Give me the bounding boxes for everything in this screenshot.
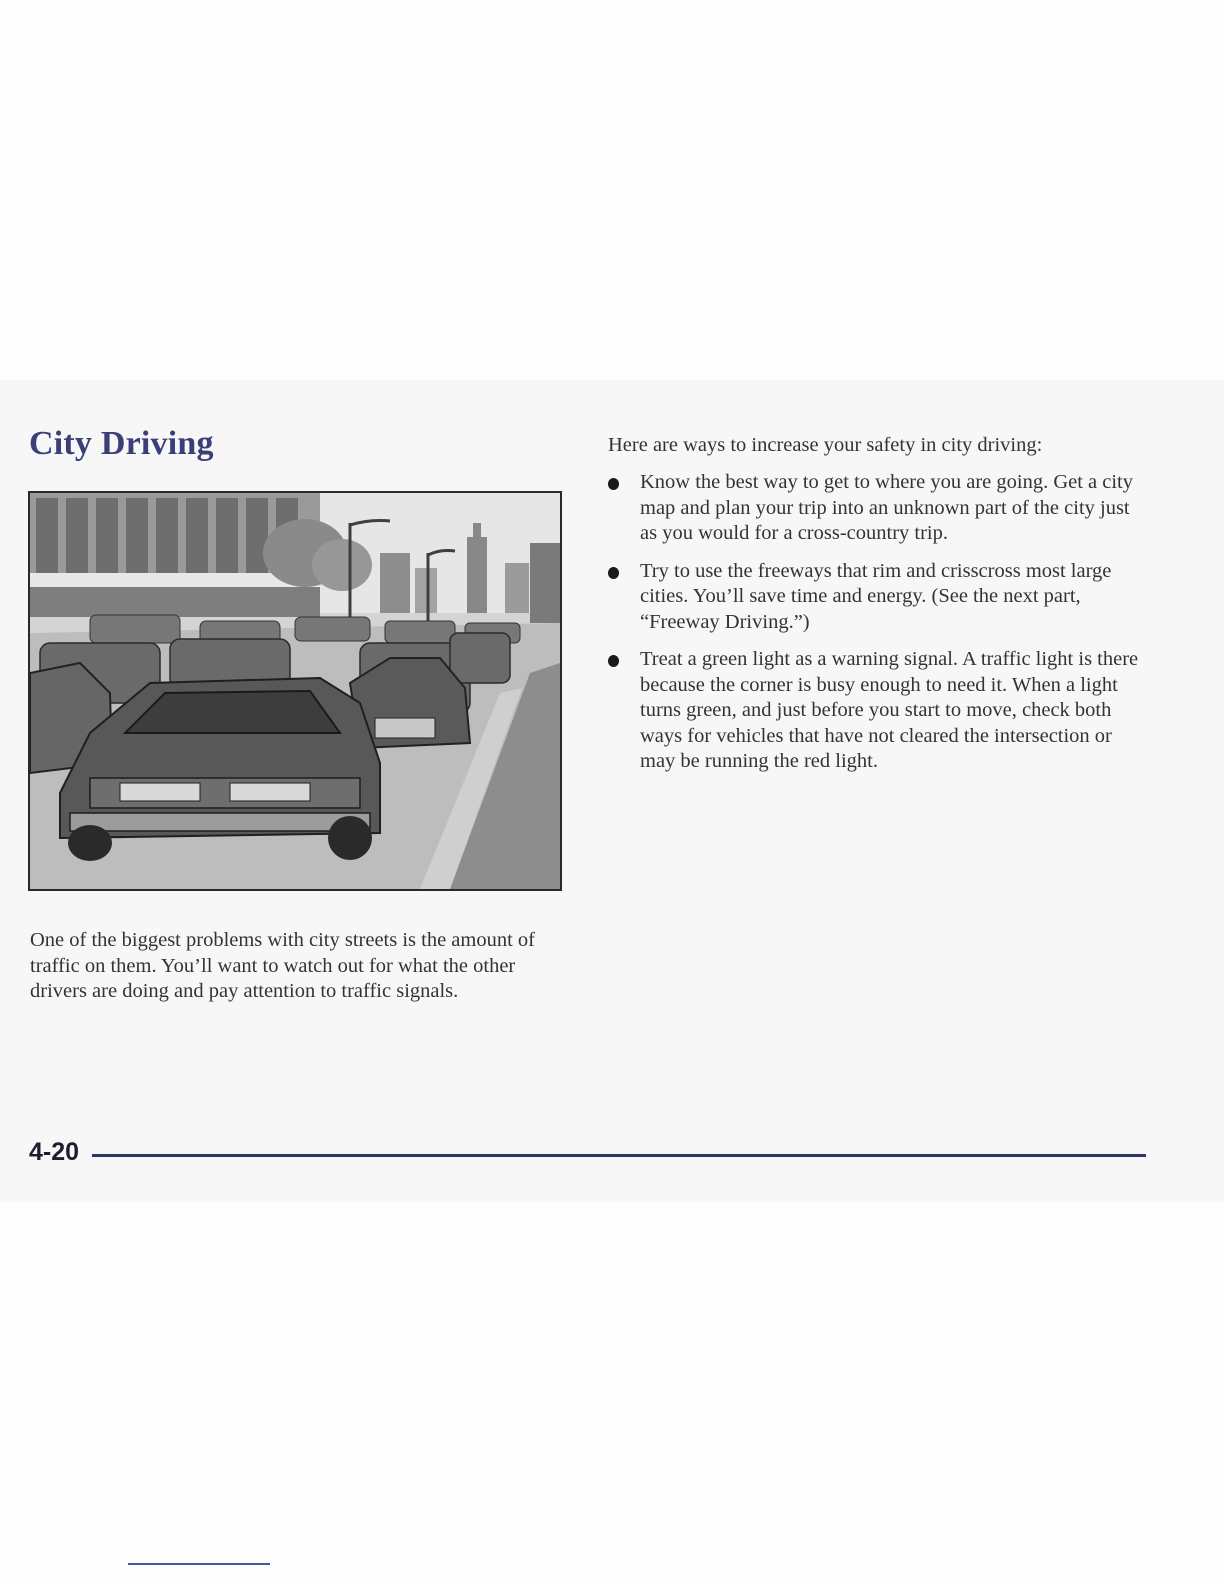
bullet-icon [608,655,619,667]
safety-tips-list [608,470,1148,787]
list-item [608,470,1148,547]
bullet-icon [608,478,619,490]
footer-rule [128,1563,270,1565]
intro-paragraph: One of the biggest problems with city streets is the amount of traffic on them. You’ll want to watch out for what the other drivers are doing and pay attention to traffic signals. [30,929,536,1002]
page-number: 4-20 [29,1138,80,1166]
section-title: City Driving [29,425,214,462]
list-item-text: Know the best way to get to where you are going. Get a city map and plan your trip into an unknown part of the city just as you would for a cross-country trip. [640,471,1134,544]
city-traffic-illustration [28,491,562,891]
list-item [608,559,1148,636]
lead-paragraph: Here are ways to increase your safety in city driving: [608,434,1043,456]
bullet-icon [608,567,619,579]
list-item-text: Try to use the freeways that rim and crisscross most large cities. You’ll save time and energy. (See the next part, “Freeway Driving.”) [640,559,1112,633]
list-item [608,647,1148,775]
page-rule [92,1154,1146,1157]
list-item-text: Treat a green light as a warning signal. A traffic light is there because the corner is busy enough to need it. When a light turns green, and just before you start to move, check both ways for vehicles that have not cleared the intersection or may be running the red light. [640,648,1139,772]
